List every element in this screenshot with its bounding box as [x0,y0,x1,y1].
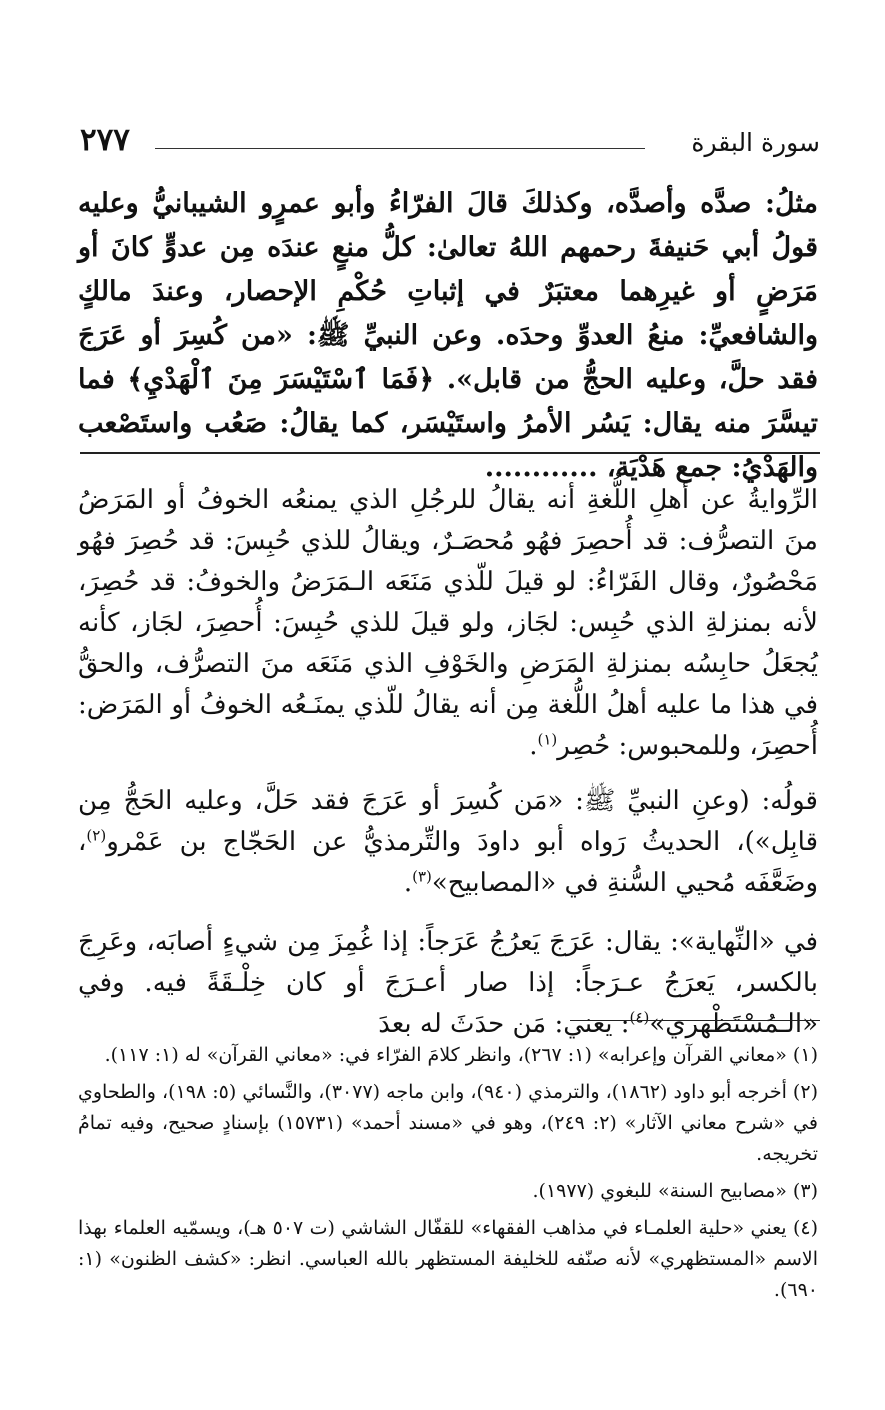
footnote-divider [570,1020,820,1021]
footnote: (٣) «مصابيح السنة» للبغوي (١٩٧٧). [532,1180,818,1202]
commentary-paragraph: في «النِّهاية»: يقال: عَرَجَ يَعرُجُ عَرَجاً: إذا غُمِزَ مِن شيءٍ أصابَه، وعَرِجَ بالكسر، يَعرَجُ عـرَجاً: إذا صار أعـرَجَ أو كان خِلْـقَةً فيه. وفي «الـمُسْتَظْهري»$^{(٤)}$: يعني: مَن حدَثَ له بعدَ [78,927,818,1039]
header-rule [155,148,645,149]
main-text: مثلُ: صدَّه وأصدَّه، وكذلكَ قالَ الفرّاءُ وأبو عمرٍو الشيبانيُّ وعليه قولُ أبي حَنيفةَ رحمهم اللهُ تعالىٰ: كلُّ منعٍ عندَه مِن عدوٍّ كانَ أو مَرَضٍ أو غيرِهما معتبَرٌ في إثباتِ حُكْمِ الإحصار، وعندَ مالكٍ والشافعيِّ: منعُ العدوِّ وحدَه. وعن النبيِّ ﷺ: «من كُسِرَ أو عَرَجَ فقد حلَّ، وعليه الحجُّ من قابل». ﴿فَمَا ٱسْتَيْسَرَ مِنَ ٱلْهَدْيِ﴾ فما تيسَّرَ منه يقال: يَسُر الأمرُ واستَيْسَر، كما يقالُ: صَعُب واستَصْعب والهَدْيُ: جمع هَدْيَة، ............ [78,188,818,483]
footnote-ref: (٢) [86,826,107,845]
footnote: (٢) أخرجه أبو داود (١٨٦٢)، والترمذي (٩٤٠)، وابن ماجه (٣٠٧٧)، والنَّسائي (٥: ١٩٨)، والطحاوي في «شرح معاني الآثار» (٢: ٢٤٩)، وهو في «مسند أحمد» (١٥٧٣١) بإسنادٍ صحيح، وفيه تمامُ تخريجه. [78,1081,818,1165]
commentary-paragraph: قولُه: (وعنِ النبيِّ ﷺ: «مَن كُسِرَ أو عَرَجَ فقد حَلَّ، وعليه الحَجُّ مِن قابِل»)، الحديثُ رَواه أبو داودَ والتِّرمذيُّ عن الحَجّاج بن عَمْرو$^{(٢)}$، وضَعَّفَه مُحيي السُّنةِ في «المصابيح»$^{(٣)}$. [78,786,818,898]
footnote-ref: (١) [537,730,558,749]
commentary [78,480,818,1063]
surah-title: سورة البقرة [691,128,820,157]
footnote: (٤) يعني «حلية العلمـاء في مذاهب الفقهاء» للقفّال الشاشي (ت ٥٠٧ هـ)، ويسمّيه العلماء بهذا الاسم «المستظهري» لأنه صنّفه للخليفة المستظهر بالله العباسي. انظر: «كشف الظنون» (١: ٦٩٠). [78,1217,818,1301]
footnote-ref: (٣) [412,867,432,886]
page-header [80,118,820,168]
footnotes [78,1040,818,1312]
main-divider [80,452,820,454]
footnote: (١) «معاني القرآن وإعرابه» (١: ٢٦٧)، وانظر كلامَ الفرّاء في: «معاني القرآن» له (١: ١١٧). [104,1044,818,1066]
page-number: ٢٧٧ [80,122,130,158]
footnote-ref: (٤) [629,1008,650,1027]
commentary-paragraph: الرِّوايةُ عن أهلِ اللُّغةِ أنه يقالُ للرجُلِ الذي يمنعُه الخوفُ أو المَرَضُ منَ التصرُّف: قد أُحصِرَ فهُو مُحصَـرٌ، ويقالُ للذي حُبِسَ: قد حُصِرَ فهُو مَحْصُورٌ، وقال الفَرّاءُ: لو قيلَ للّذي مَنَعَه الـمَرَضُ والخوفُ: قد حُصِرَ، لأنه بمنزلةِ الذي حُبِس: لجَاز، ولو قيلَ للذي حُبِسَ: أُحصِرَ، لجَاز، كأنه يُجعَلُ حابِسُه بمنزلةِ المَرَضِ والخَوْفِ الذي مَنَعَه منَ التصرُّف، والحقُّ في هذا ما عليه أهلُ اللُّغة مِن أنه يقالُ للّذي يمنَـعُه الخوفُ أو المَرَض: أُحصِرَ، وللمحبوس: حُصِر$^{(١)}$. [78,485,818,761]
